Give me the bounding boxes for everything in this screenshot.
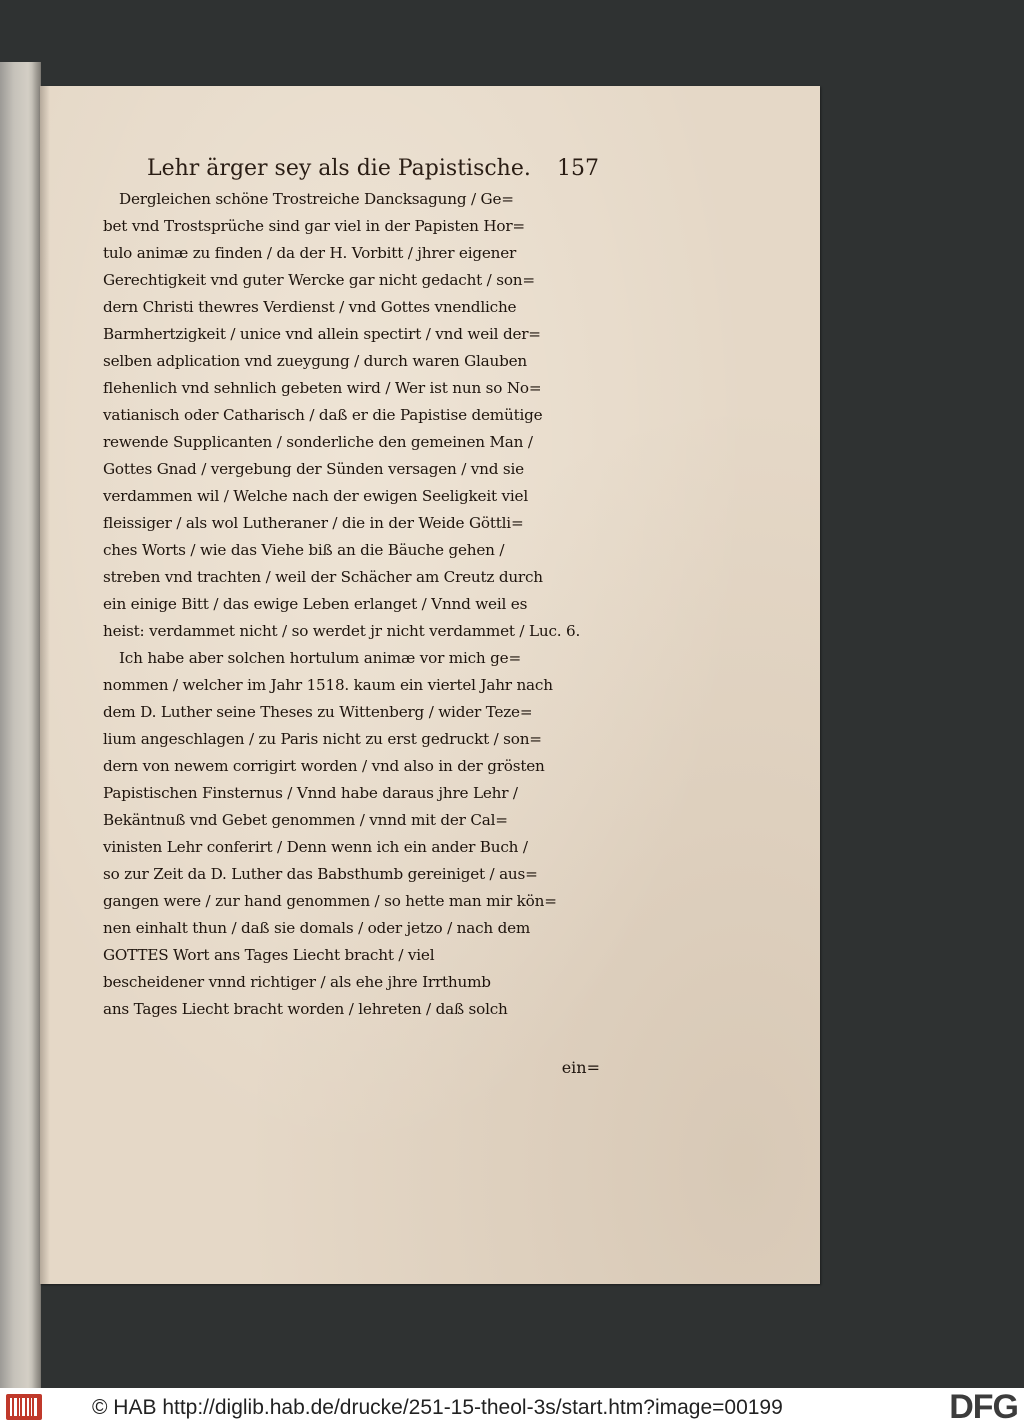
text-line: flehenlich vnd sehnlich gebeten wird / Wer ist nun so No=: [103, 379, 542, 397]
text-line: gangen were / zur hand genommen / so hette man mir kön=: [103, 892, 557, 910]
gutter-shadow: [28, 62, 40, 1392]
text-line: dern Christi thewres Verdienst / vnd Gottes vnendliche: [103, 298, 517, 316]
text-line: verdammen wil / Welche nach der ewigen Seeligkeit viel: [103, 487, 529, 505]
text-line: heist: verdammet nicht / so werdet jr nicht verdammet / Luc. 6.: [103, 622, 581, 640]
text-line: so zur Zeit da D. Luther das Babsthumb gereiniget / aus=: [103, 865, 538, 883]
text-line: dem D. Luther seine Theses zu Wittenberg / wider Teze=: [103, 703, 533, 721]
text-line: ein einige Bitt / das ewige Leben erlanget / Vnnd weil es: [103, 595, 528, 613]
footer-bar: [0, 1388, 1024, 1428]
text-line: dern von newem corrigirt worden / vnd also in der grösten: [103, 757, 545, 775]
text-line: ans Tages Liecht bracht worden / lehreten / daß solch: [103, 1000, 508, 1018]
text-line: tulo animæ zu finden / da der H. Vorbitt / jhrer eigener: [103, 244, 517, 262]
text-line: rewende Supplicanten / sonderliche den gemeinen Man /: [103, 433, 533, 451]
text-block: [103, 151, 600, 1091]
text-line: selben adplication vnd zueygung / durch waren Glauben: [103, 352, 527, 370]
text-line: streben vnd trachten / weil der Schächer am Creutz durch: [103, 568, 543, 586]
text-line: vatianisch oder Catharisch / daß er die Papistise demütige: [103, 406, 543, 424]
left-page-edge: [0, 62, 41, 1392]
text-line: nen einhalt thun / daß sie domals / oder jetzo / nach dem: [103, 919, 531, 937]
text-line: Barmhertzigkeit / unice vnd allein spectirt / vnd weil der=: [103, 325, 541, 343]
text-line: lium angeschlagen / zu Paris nicht zu erst gedruckt / son=: [103, 730, 542, 748]
text-line: GOTTES Wort ans Tages Liecht bracht / viel: [103, 946, 435, 964]
text-line: Papistischen Finsternus / Vnnd habe daraus jhre Lehr /: [103, 784, 518, 802]
text-line: nommen / welcher im Jahr 1518. kaum ein viertel Jahr nach: [103, 676, 553, 694]
text-line: fleissiger / als wol Lutheraner / die in der Weide Göttli=: [103, 514, 524, 532]
copyright-link[interactable]: © HAB http://diglib.hab.de/drucke/251-15-theol-3s/start.htm?image=00199: [92, 1396, 783, 1419]
text-line: Gerechtigkeit vnd guter Wercke gar nicht gedacht / son=: [103, 271, 535, 289]
text-line: vinisten Lehr conferirt / Denn wenn ich ein ander Buch /: [103, 838, 528, 856]
text-line: Bekäntnuß vnd Gebet genommen / vnnd mit der Cal=: [103, 811, 508, 829]
catchword: ein=: [561, 1058, 600, 1077]
dfg-logo: DFG: [949, 1388, 1018, 1426]
page-number: 157: [557, 156, 599, 181]
text-line: Ich habe aber solchen hortulum animæ vor mich ge=: [119, 649, 521, 667]
text-line: Dergleichen schöne Trostreiche Dancksagung / Ge=: [119, 190, 514, 208]
text-line: bescheidener vnnd richtiger / als ehe jhre Irrthumb: [103, 973, 491, 991]
running-head-title: Lehr ärger sey als die Papistische.: [147, 156, 531, 181]
text-line: ches Worts / wie das Viehe biß an die Bäuche gehen /: [103, 541, 505, 559]
text-line: bet vnd Trostsprüche sind gar viel in der Papisten Hor=: [103, 217, 525, 235]
barcode-icon: [4, 1392, 44, 1422]
text-line: Gottes Gnad / vergebung der Sünden versagen / vnd sie: [103, 460, 524, 478]
page-fold-shadow: [40, 86, 50, 1284]
